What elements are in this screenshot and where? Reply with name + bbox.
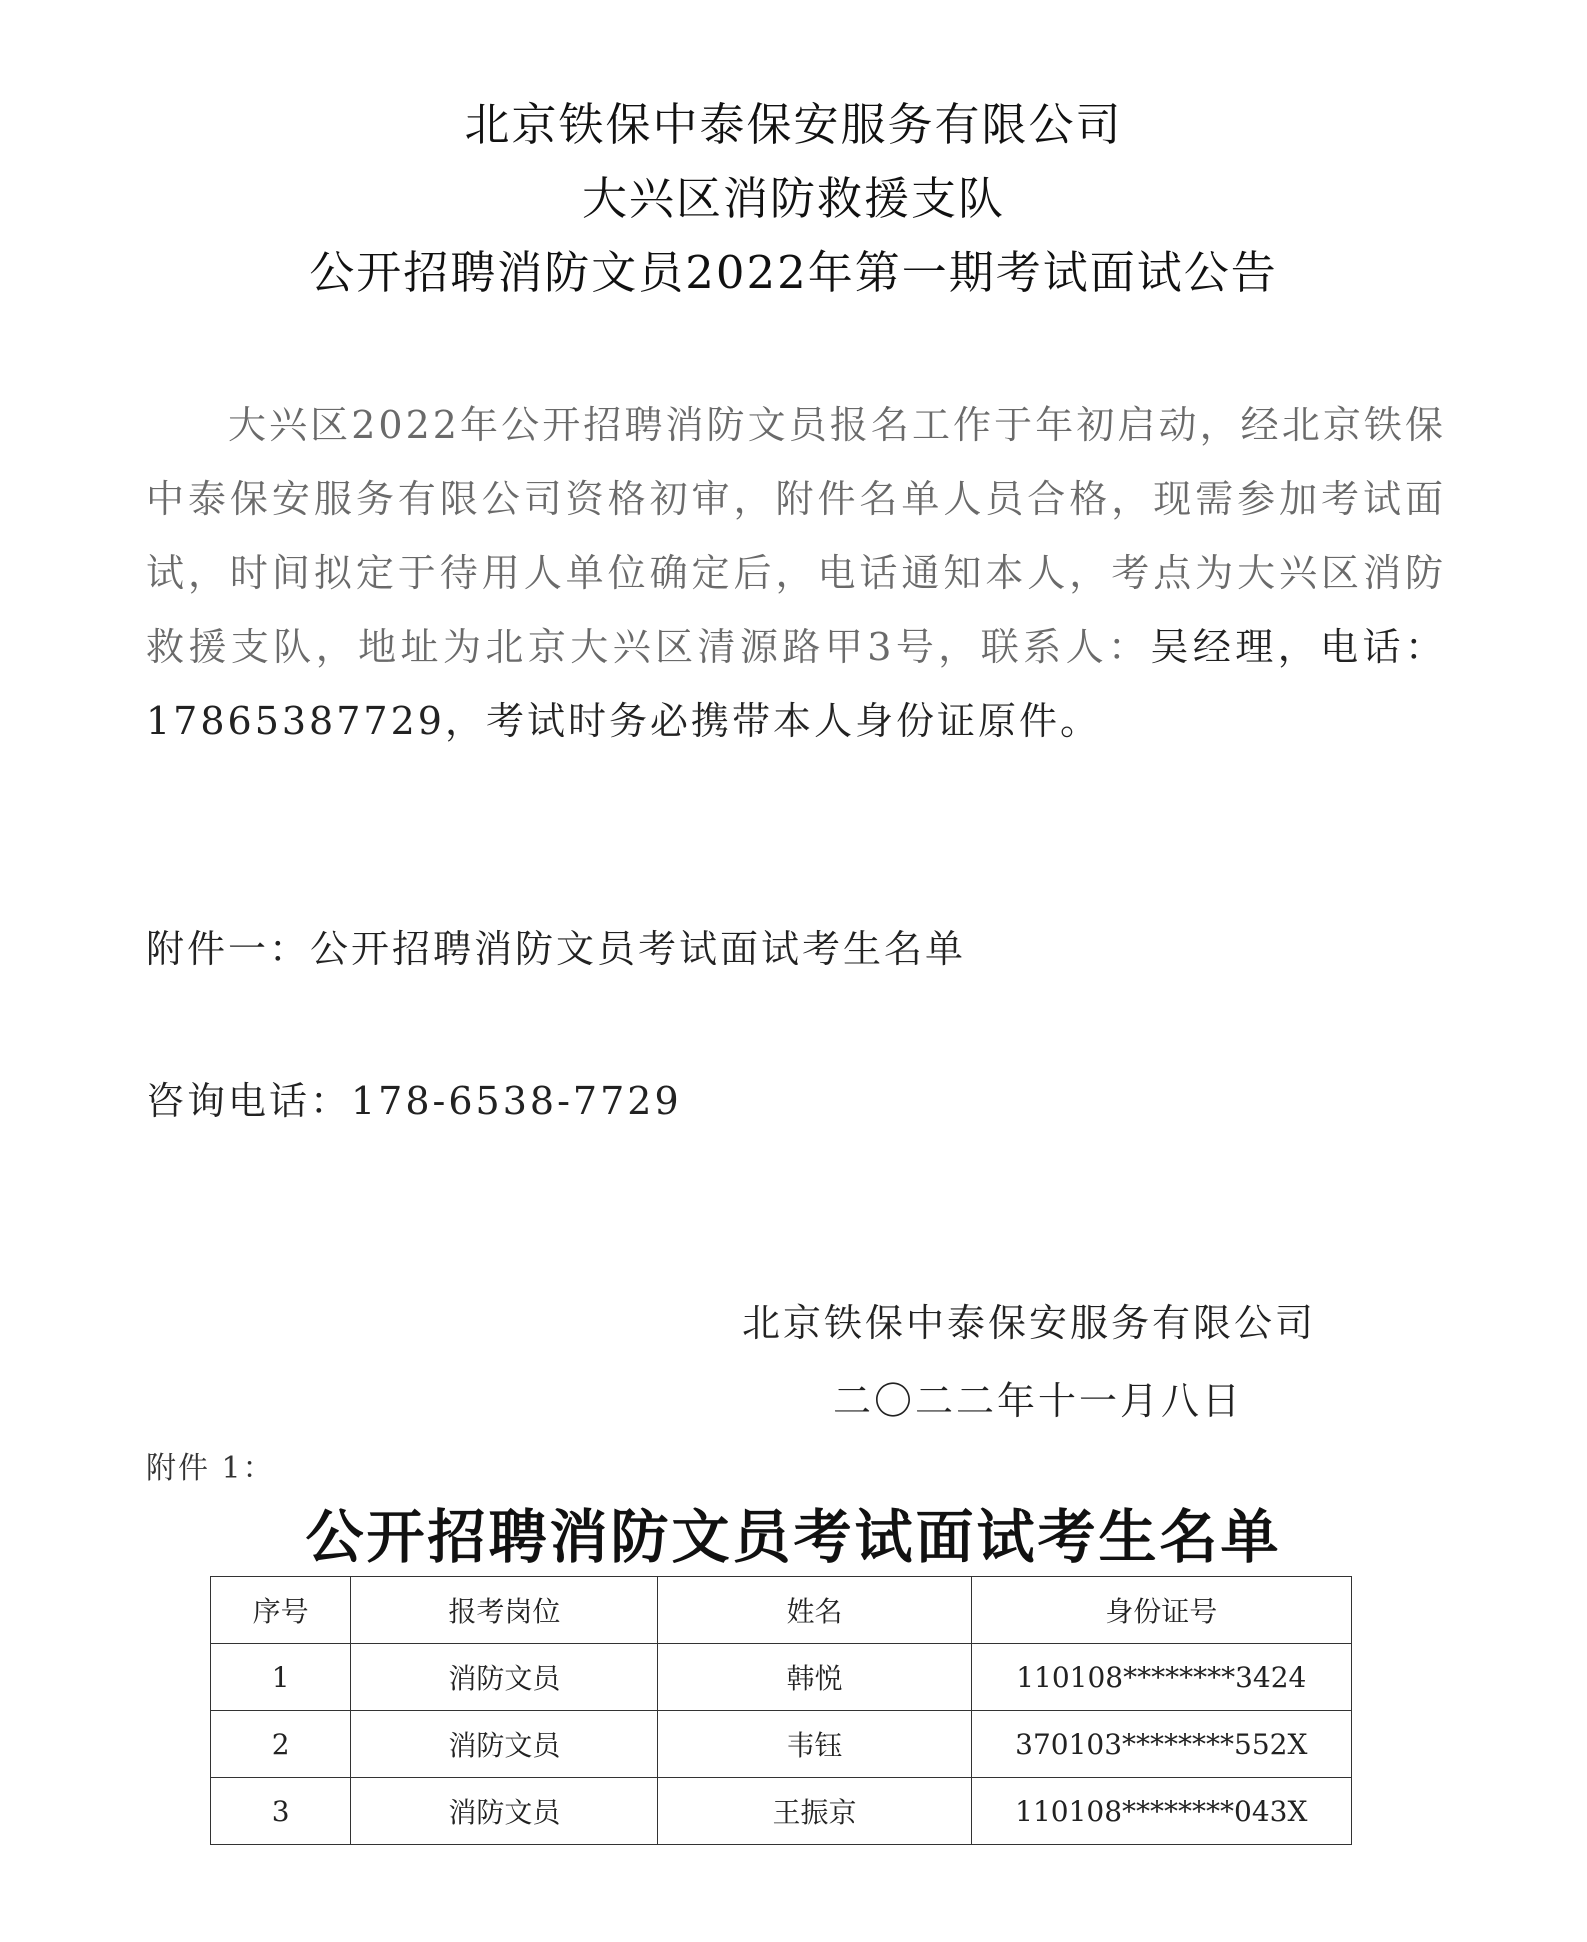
signature-company: 北京铁保中泰保安服务有限公司 bbox=[742, 1301, 1317, 1345]
signature-date: 二〇二二年十一月八日 bbox=[833, 1379, 1244, 1423]
title-company: 北京铁保中泰保安服务有限公司 bbox=[464, 98, 1123, 151]
col-header-id: 身份证号 bbox=[971, 1577, 1351, 1644]
cell-id: 110108********3424 bbox=[971, 1644, 1351, 1711]
table-row bbox=[211, 1644, 1352, 1711]
roster-title: 公开招聘消防文员考试面试考生名单 bbox=[305, 1503, 1282, 1571]
document-title bbox=[0, 88, 1587, 310]
cell-no: 2 bbox=[211, 1711, 351, 1778]
cell-position: 消防文员 bbox=[351, 1711, 658, 1778]
consult-phone-line: 咨询电话：178-6538-7729 bbox=[146, 1079, 682, 1123]
cell-no: 1 bbox=[211, 1644, 351, 1711]
cell-no: 3 bbox=[211, 1778, 351, 1845]
cell-id: 370103********552X bbox=[971, 1711, 1351, 1778]
col-header-no: 序号 bbox=[211, 1577, 351, 1644]
cell-id: 110108********043X bbox=[971, 1778, 1351, 1845]
announcement-body bbox=[146, 388, 1446, 758]
table-row bbox=[211, 1711, 1352, 1778]
title-announcement: 公开招聘消防文员2022年第一期考试面试公告 bbox=[309, 246, 1278, 299]
title-brigade: 大兴区消防救援支队 bbox=[581, 172, 1005, 225]
cell-name: 王振京 bbox=[658, 1778, 971, 1845]
cell-position: 消防文员 bbox=[351, 1778, 658, 1845]
col-header-name: 姓名 bbox=[658, 1577, 971, 1644]
table-row bbox=[211, 1778, 1352, 1845]
cell-position: 消防文员 bbox=[351, 1644, 658, 1711]
cell-name: 韦钰 bbox=[658, 1711, 971, 1778]
body-text-gray: 大兴区2022年公开招聘消防文员报名工作于年初启动，经北京铁保中泰保安服务有限公司资格初审，附件名单人员合格，现需参加考试面试，时间拟定于待用人单位确定后，电话通知本人，考点为大兴区消防救援支队，地址为北京大兴区清源路甲3号，联系人： bbox=[146, 403, 1446, 669]
attachment-line: 附件一：公开招聘消防文员考试面试考生名单 bbox=[146, 927, 967, 971]
col-header-position: 报考岗位 bbox=[351, 1577, 658, 1644]
candidate-table bbox=[210, 1576, 1352, 1845]
attachment-label: 附件 1： bbox=[146, 1451, 275, 1486]
cell-name: 韩悦 bbox=[658, 1644, 971, 1711]
table-header-row bbox=[211, 1577, 1352, 1644]
body-text-dark: 吴经理，电话：17865387729，考试时务必携带本人身份证原件。 bbox=[146, 625, 1446, 743]
